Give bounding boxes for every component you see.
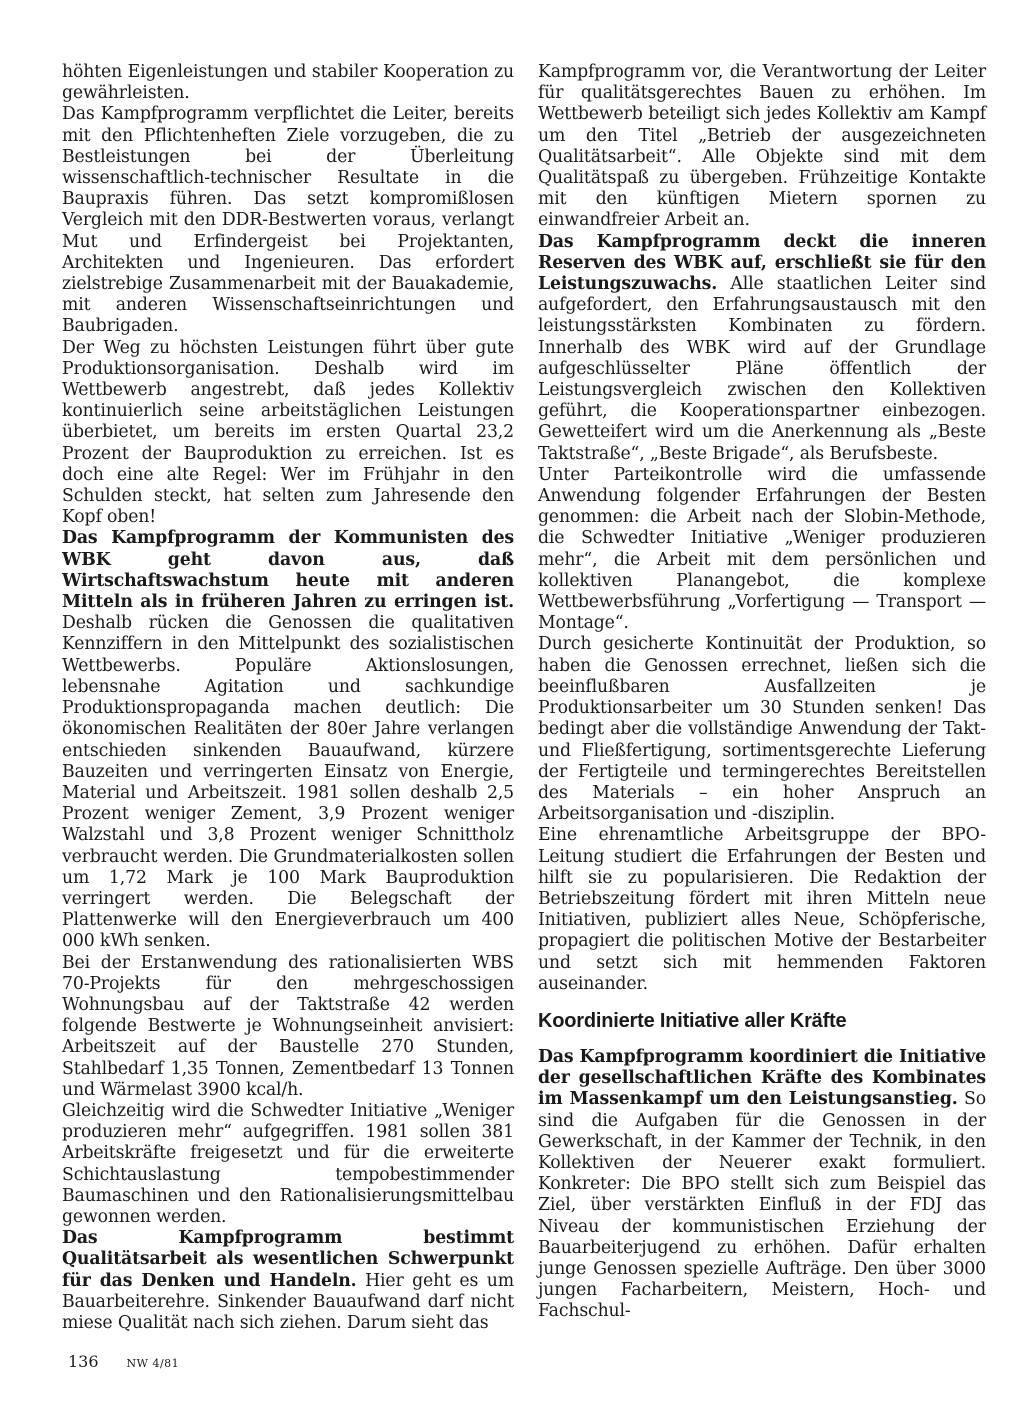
paragraph: Das Kampfprogramm der Kommunisten des WBK geht davon aus, daß Wirtschaftswachstum heute mit anderen Mitteln als in früheren Jahren zu erringen ist. Deshalb rücken die Genossen die qualitativen Kennziffern in den Mittelpunkt des sozialistischen Wettbewerbs. Populäre Aktionslosungen, lebensnahe Agitation und sachkundige Produktionspropaganda machen deutlich: Die ökonomischen Realitäten der 80er Jahre verlangen entschieden sinkenden Bauaufwand, kürzere Bauzeiten und verringerten Einsatz von Energie, Material und Arbeitszeit. 1981 sollen deshalb 2,5 Prozent weniger Zement, 3,9 Prozent weniger Walzstahl und 3,8 Prozent weniger Schnittholz verbraucht werden. Die Grundmaterialkosten sollen um 1,72 Mark je 100 Mark Bauproduktion verringert werden. Die Belegschaft der Plattenwerke will den Energieverbrauch um 400 000 kWh senken. (62, 528, 514, 952)
paragraph: Kampfprogramm vor, die Verantwortung der Leiter für qualitätsgerechtes Bauen zu erhöhen. Im Wettbewerb beteiligt sich jedes Kollektiv am Kampf um den Titel „Betrieb der ausgezeichneten Qualitätsarbeit“. Alle Objekte sind mit dem Qualitätspaß zu übergeben. Frühzeitige Kontakte mit den künftigen Mietern spornen zu einwandfreier Arbeit an. (538, 62, 986, 231)
page-footer (68, 1352, 179, 1371)
paragraph: höhten Eigenleistungen und stabiler Kooperation zu gewährleisten. (62, 62, 514, 104)
paragraph: Das Kampfprogramm deckt die inneren Reserven des WBK auf, erschließt sie für den Leistungszuwachs. Alle staatlichen Leiter sind aufgefordert, den Erfahrungsaustausch mit den leistungsstärksten Kombinaten zu fördern. Innerhalb des WBK wird auf der Grundlage aufgeschlüsselter Pläne öffentlich der Leistungsvergleich zwischen den Kollektiven geführt, die Kooperationspartner einbezogen. Gewetteifert wird um die Anerkennung als „Beste Taktstraße“, „Beste Brigade“, als Berufsbeste. (538, 231, 986, 464)
paragraph: Durch gesicherte Kontinuität der Produktion, so haben die Genossen errechnet, ließen sich die beeinflußbaren Ausfallzeiten je Produktionsarbeiter um 30 Stunden senken! Das bedingt aber die vollständige Anwendung der Takt- und Fließfertigung, sortimentsgerechte Lieferung der Fertigteile und termingerechtes Bereitstellen des Materials – ein hoher Anspruch an Arbeitsorganisation und -disziplin. (538, 634, 986, 825)
paragraph: Unter Parteikontrolle wird die umfassende Anwendung folgender Erfahrungen der Besten genommen: die Arbeit nach der Slobin-Methode, die Schwedter Initiative „Weniger produzieren mehr“, die Arbeit mit dem persönlichen und kollektiven Planangebot, die komplexe Wettbewerbsführung „Vorfertigung — Transport — Montage“. (538, 464, 986, 634)
paragraph: Eine ehrenamtliche Arbeitsgruppe der BPO-Leitung studiert die Erfahrungen der Besten und hilft sie zu popularisieren. Die Redaktion der Betriebszeitung fördert mit ihren Mitteln neue Initiativen, publiziert alles Neue, Schöpferische, propagiert die politischen Motive der Bestarbeiter und setzt sich mit hemmenden Faktoren auseinander. (538, 825, 986, 994)
paragraph: Gleichzeitig wird die Schwedter Initiative „Weniger produzieren mehr“ aufgegriffen. 1981 sollen 381 Arbeitskräfte freigesetzt und für die erweiterte Schichtauslastung tempobestimmender Baumaschinen und den Rationalisierungsmittelbau gewonnen werden. (62, 1100, 514, 1227)
paragraph: Das Kampfprogramm koordiniert die Initiative der gesellschaftlichen Kräfte des Kombinates im Massenkampf um den Leistungsanstieg. So sind die Aufgaben für die Genossen in der Gewerkschaft, in der Kammer der Technik, in den Kollektiven der Neuerer exakt formuliert. Konkreter: Die BPO stellt sich zum Beispiel das Ziel, über verstärkten Einfluß in der FDJ das Niveau der kommunistischen Erziehung der Bauarbeiterjugend zu erhöhen. Dafür erhalten junge Genossen spezielle Aufträge. Den über 3000 jungen Facharbeitern, Meistern, Hoch- und Fachschul- (538, 1046, 986, 1322)
paragraph: Das Kampfprogramm bestimmt Qualitätsarbeit als wesentlichen Schwerpunkt für das Denken und Handeln. Hier geht es um Bauarbeiterehre. Sinkender Bauaufwand darf nicht miese Qualität nach sich ziehen. Darum sieht das (62, 1228, 514, 1333)
page-number: 136 (68, 1352, 99, 1371)
paragraph: Der Weg zu höchsten Leistungen führt über gute Produktionsorganisation. Deshalb wird im Wettbewerb angestrebt, daß jedes Kollektiv kontinuierlich seine arbeitstäglichen Leistungen überbietet, um bereits im ersten Quartal 23,2 Prozent der Bauproduktion zu erreichen. Ist es doch eine alte Regel: Wer im Frühjahr in den Schulden steckt, hat selten zum Jahresende den Kopf oben! (62, 337, 514, 528)
paragraph: Das Kampfprogramm verpflichtet die Leiter, bereits mit den Pflichtenheften Ziele vorzugeben, die zu Bestleistungen bei der Überleitung wissenschaftlich-technischer Resultate in die Baupraxis führen. Das setzt kompromißlosen Vergleich mit den DDR-Bestwerten voraus, verlangt Mut und Erfindergeist bei Projektanten, Architekten und Ingenieuren. Das erfordert zielstrebige Zusammenarbeit mit der Bauakademie, mit anderen Wissenschaftseinrichtungen und Baubrigaden. (62, 104, 514, 337)
left-column (62, 62, 514, 1334)
right-column (538, 62, 986, 1323)
section-heading: Koordinierte Initiative aller Kräfte (538, 1009, 847, 1032)
paragraph: Bei der Erstanwendung des rationalisierten WBS 70-Projekts für den mehrgeschossigen Wohnungsbau auf der Taktstraße 42 werden folgende Bestwerte je Wohnungseinheit anvisiert: Arbeitszeit auf der Baustelle 270 Stunden, Stahlbedarf 1,35 Tonnen, Zementbedarf 13 Tonnen und Wärmelast 3900 kcal/h. (62, 952, 514, 1100)
issue-label: NW 4/81 (126, 1357, 180, 1370)
